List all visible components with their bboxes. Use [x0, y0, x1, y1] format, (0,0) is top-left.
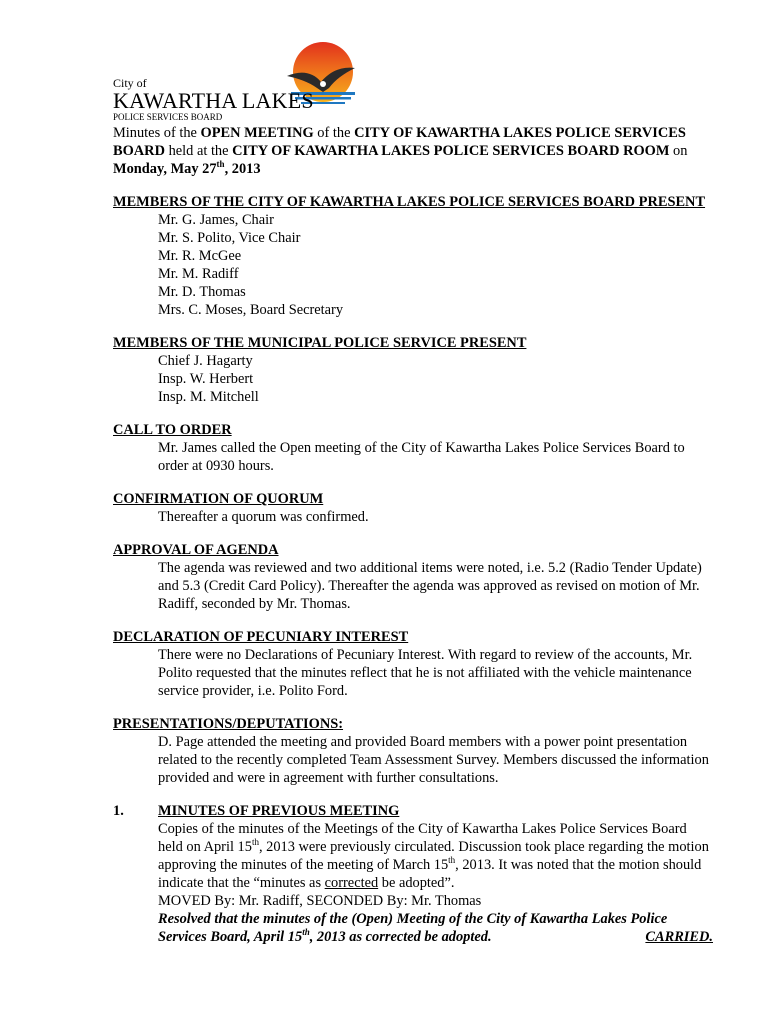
board-member: Mr. R. McGee [158, 248, 242, 264]
board-member: Mr. M. Radiff [158, 266, 239, 282]
board-members-section [113, 193, 713, 319]
police-members-heading: MEMBERS OF THE MUNICIPAL POLICE SERVICE PRESENT [113, 335, 527, 351]
board-member: Mr. S. Polito, Vice Chair [158, 230, 301, 246]
police-member: Insp. W. Herbert [158, 371, 254, 387]
carried-label: CARRIED. [645, 929, 713, 945]
quorum-section [113, 490, 713, 526]
pecuniary-section [113, 628, 713, 700]
item-number: 1. [113, 803, 124, 819]
call-to-order-text: Mr. James called the Open meeting of the City of Kawartha Lakes Police Services Board to order at 0930 hours. [158, 440, 685, 474]
police-member: Chief J. Hagarty [158, 353, 253, 369]
pecuniary-heading: DECLARATION OF PECUNIARY INTEREST [113, 629, 409, 645]
call-to-order-section [113, 421, 713, 475]
minutes-content [113, 124, 713, 961]
police-members-section [113, 334, 713, 406]
board-member: Mrs. C. Moses, Board Secretary [158, 302, 344, 318]
intro-paragraph: Minutes of the OPEN MEETING of the CITY OF KAWARTHA LAKES POLICE SERVICES BOARD held at the CITY OF KAWARTHA LAKES POLICE SERVICES BOARD ROOM on Monday, May 27th, 2013 [113, 125, 688, 177]
agenda-text: The agenda was reviewed and two additional items were noted, i.e. 5.2 (Radio Tender Update) and 5.3 (Credit Card Policy). Thereafter the agenda was approved as revised on motion of Mr. Radiff, seconded by Mr. Thomas. [158, 560, 702, 612]
presentations-section [113, 715, 713, 787]
moved-seconded-line: MOVED By: Mr. Radiff, SECONDED By: Mr. Thomas [158, 893, 482, 909]
board-member: Mr. D. Thomas [158, 284, 246, 300]
presentations-text: D. Page attended the meeting and provided Board members with a power point presentation related to the recently completed Team Assessment Survey. Members discussed the information provided and were in agreement with further consultations. [158, 734, 709, 786]
call-to-order-heading: CALL TO ORDER [113, 422, 232, 438]
previous-minutes-section [113, 802, 713, 946]
header-logo-block [113, 40, 413, 120]
previous-minutes-text: Copies of the minutes of the Meetings of the City of Kawartha Lakes Police Services Board held on April 15th, 2013 were previously circulated. Discussion took place regarding the motion approving the minutes of the meeting of March 15th, 2013. It was noted that the motion should indicate that the “minutes as corrected be adopted”. [158, 821, 709, 891]
police-member: Insp. M. Mitchell [158, 389, 259, 405]
city-of-label: City of [113, 76, 147, 90]
organization-subtitle: POLICE SERVICES BOARD [113, 112, 223, 122]
presentations-heading: PRESENTATIONS/DEPUTATIONS: [113, 716, 344, 732]
quorum-text: Thereafter a quorum was confirmed. [158, 509, 369, 525]
previous-minutes-heading: MINUTES OF PREVIOUS MEETING [158, 803, 400, 819]
resolution-text: Resolved that the minutes of the (Open) Meeting of the City of Kawartha Lakes Police Services Board, April 15th, 2013 as corrected be adopted. CARRIED. [158, 911, 713, 945]
agenda-section [113, 541, 713, 613]
agenda-heading: APPROVAL OF AGENDA [113, 542, 279, 558]
pecuniary-text: There were no Declarations of Pecuniary Interest. With regard to review of the accounts, Mr. Polito requested that the minutes reflect that he is not affiliated with the vehicle maintenance service provider, i.e. Polito Ford. [158, 647, 693, 699]
board-member: Mr. G. James, Chair [158, 212, 274, 228]
organization-name: KAWARTHA LAKES [113, 88, 314, 113]
quorum-heading: CONFIRMATION OF QUORUM [113, 491, 324, 507]
board-members-heading: MEMBERS OF THE CITY OF KAWARTHA LAKES POLICE SERVICES BOARD PRESENT [113, 194, 706, 210]
